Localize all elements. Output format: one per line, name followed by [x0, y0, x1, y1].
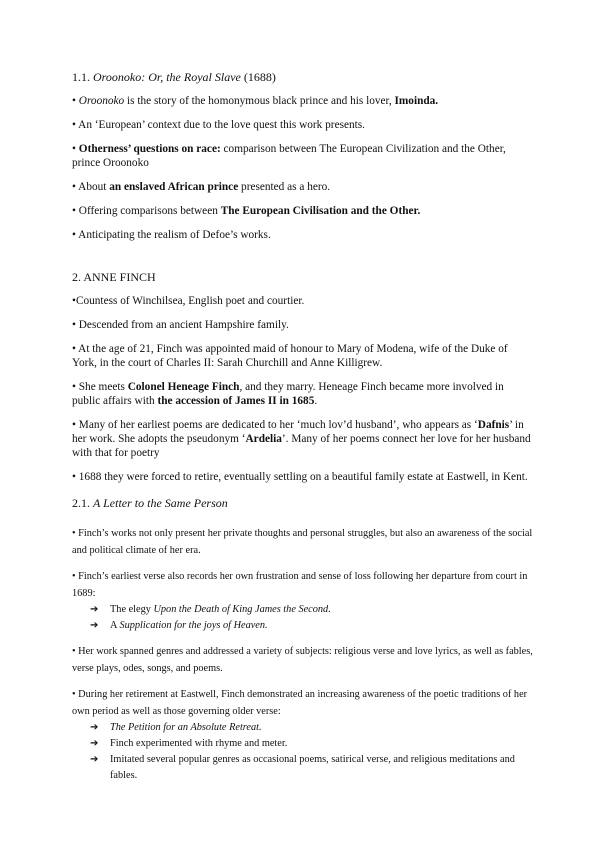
section-heading-1-1	[72, 70, 534, 84]
text: An ‘European’ context due to the love quest this work presents.	[78, 119, 366, 131]
bold-text: the accession of James II in 1685	[157, 395, 315, 407]
list-item	[72, 752, 534, 784]
text: • She meets	[72, 381, 128, 393]
right-arrow-icon: ➔	[90, 754, 99, 765]
heading-year: (1688)	[240, 70, 276, 84]
italic-title: Upon the Death of King James the Second.	[153, 604, 331, 615]
bullet-comparisons: • Offering comparisons between The European Civilisation and the Other.	[72, 205, 421, 217]
para-earliest-verse: • Finch’s earliest verse also records her own frustration and sense of loss following her departure from court in 1689:	[72, 571, 528, 599]
para-maid-of-honour: • At the age of 21, Finch was appointed maid of honour to Mary of Modena, wife of the Duke of York, in the court of Charles II: Sarah Churchill and Anne Killigrew.	[72, 343, 508, 369]
text: .	[314, 395, 318, 407]
bold-text: Colonel Heneage Finch	[127, 381, 240, 393]
para-countess: •Countess of Winchilsea, English poet and courtier.	[72, 295, 305, 307]
right-arrow-icon: ➔	[90, 738, 99, 749]
elegy-list	[72, 602, 534, 634]
heading-number: 1.1.	[72, 70, 93, 84]
heading-title: Oroonoko: Or, the Royal Slave	[93, 70, 241, 84]
text: , and they marry. Heneage Finch became more involved in public affairs with	[72, 381, 504, 407]
bold-text: Dafnis	[477, 419, 510, 431]
text: ’. Many of her poems connect her love for her husband with that for poetry	[72, 433, 531, 459]
section-heading-2: 2. ANNE FINCH	[72, 270, 156, 284]
retirement-list	[72, 720, 534, 784]
text: Offering comparisons between	[78, 205, 221, 217]
bullet-enslaved-prince: • About an enslaved African prince presented as a hero.	[72, 181, 331, 193]
list-item	[72, 720, 534, 736]
right-arrow-icon: ➔	[90, 604, 99, 615]
italic-title: The Petition for an Absolute Retreat.	[110, 722, 262, 733]
bullet-defoe: • Anticipating the realism of Defoe’s works.	[72, 229, 271, 241]
text: The elegy	[110, 604, 154, 615]
bold-text: Otherness’ questions on race:	[78, 143, 221, 155]
heading-number: 2.1.	[72, 496, 93, 510]
bullet-oroonoko: • Oroonoko is the story of the homonymous black prince and his lover, Imoinda.	[72, 95, 439, 107]
text: presented as a hero.	[238, 181, 331, 193]
right-arrow-icon: ➔	[90, 722, 99, 733]
section-heading-2-1	[72, 496, 534, 510]
bold-text: Imoinda.	[394, 95, 439, 107]
para-earliest-poems	[72, 418, 534, 460]
para-retire: • 1688 they were forced to retire, eventually settling on a beautiful family estate at Eastwell, in Kent.	[72, 471, 528, 483]
bold-text: The European Civilisation and the Other.	[220, 205, 421, 217]
para-private-thoughts: • Finch’s works not only present her private thoughts and personal struggles, but also an awareness of the social and political climate of her era.	[72, 528, 533, 556]
text: Anticipating the realism of Defoe’s works.	[78, 229, 271, 241]
list-item	[72, 736, 534, 752]
text: comparison between The European Civilization and the Other, prince Oroonoko	[72, 143, 506, 169]
right-arrow-icon: ➔	[90, 620, 99, 631]
document-page	[72, 70, 534, 784]
text: is the story of the homonymous black prince and his lover,	[124, 95, 395, 107]
text: • Many of her earliest poems are dedicated to her ‘much lov’d husband’, who appears as ‘	[72, 419, 478, 431]
para-descended: • Descended from an ancient Hampshire family.	[72, 319, 289, 331]
italic-title: Supplication for the joys of Heaven.	[119, 620, 268, 631]
para-colonel-finch	[72, 380, 534, 408]
bold-text: an enslaved African prince	[109, 181, 239, 193]
list-item	[72, 602, 534, 618]
list-item	[72, 618, 534, 634]
heading-title: A Letter to the Same Person	[93, 496, 228, 510]
text: Imitated several popular genres as occasional poems, satirical verse, and religious meditations and fables.	[110, 754, 515, 781]
text: About	[78, 181, 110, 193]
text: A	[110, 620, 120, 631]
italic-title: Oroonoko	[78, 95, 125, 107]
text: ’ in her work. She adopts the pseudonym ‘	[72, 419, 524, 445]
bullet-otherness: • Otherness’ questions on race: comparison between The European Civilization and the Other, prince Oroonoko	[72, 143, 506, 169]
bold-text: Ardelia	[245, 433, 282, 445]
text: Finch experimented with rhyme and meter.	[110, 738, 288, 749]
para-retirement-eastwell: • During her retirement at Eastwell, Finch demonstrated an increasing awareness of the poetic traditions of her own period as well as those governing older verse:	[72, 689, 528, 717]
bullet-european-context: • An ‘European’ context due to the love quest this work presents.	[72, 119, 366, 131]
para-genres: • Her work spanned genres and addressed a variety of subjects: religious verse and love lyrics, as well as fables, verse plays, odes, songs, and poems.	[72, 646, 533, 674]
